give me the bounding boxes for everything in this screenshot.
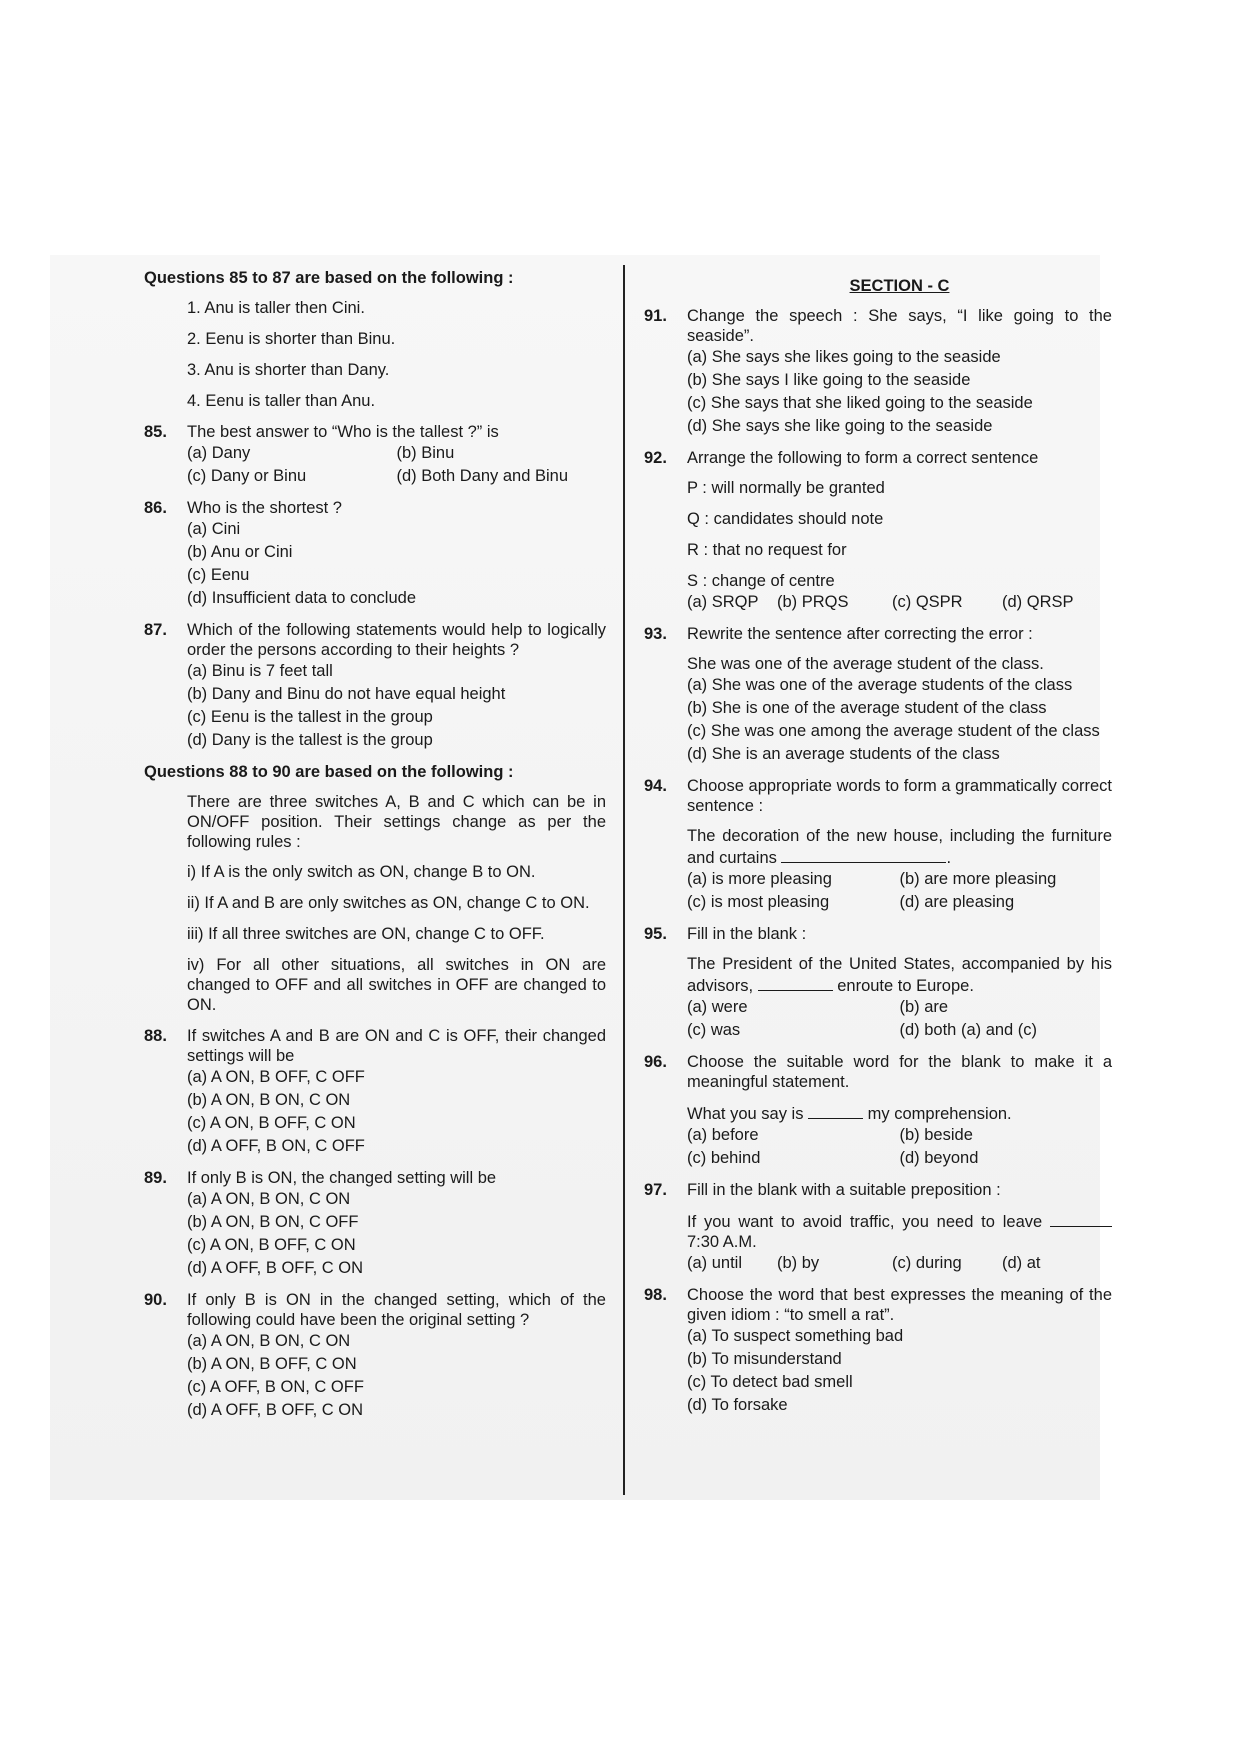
switch-rule: iii) If all three switches are ON, change C to OFF. [187, 925, 545, 943]
question-94 [644, 776, 1112, 914]
options [687, 868, 1112, 914]
option-a[interactable]: (a) She says she likes going to the seaside [687, 348, 1001, 366]
switch-intro: There are three switches A, B and C which can be in ON/OFF position. Their settings change as per the following rules : [187, 793, 606, 851]
options [687, 591, 1112, 614]
sentence-end: . [946, 849, 952, 867]
answer-blank [758, 974, 833, 991]
question-85 [144, 422, 606, 488]
option-d[interactable]: (d) Insufficient data to conclude [187, 589, 417, 607]
option-a[interactable]: (a) until [687, 1254, 743, 1272]
option-d[interactable]: (d) Dany is the tallest is the group [187, 731, 433, 749]
option-c[interactable]: (c) She says that she liked going to the seaside [687, 394, 1033, 412]
right-column [644, 268, 1112, 1427]
question-text: Fill in the blank with a suitable preposition : [687, 1181, 1001, 1199]
option-a[interactable]: (a) A ON, B ON, C ON [187, 1190, 351, 1208]
option-c[interactable]: (c) Dany or Binu [187, 467, 307, 485]
question-number: 97. [644, 1181, 667, 1199]
group-heading-88-90: Questions 88 to 90 are based on the following : [144, 763, 514, 781]
option-a[interactable]: (a) She was one of the average students of the class [687, 676, 1073, 694]
premise: 1. Anu is taller then Cini. [187, 299, 365, 317]
options [687, 996, 1112, 1042]
question-text: Choose the word that best expresses the meaning of the given idiom : “to smell a rat”. [687, 1286, 1112, 1324]
question-number: 87. [144, 621, 167, 639]
option-d[interactable]: (d) She is an average students of the class [687, 745, 1000, 763]
question-number: 93. [644, 625, 667, 643]
options [687, 1124, 1112, 1170]
left-column [144, 268, 606, 1432]
option-b[interactable]: (b) A ON, B ON, C OFF [187, 1213, 359, 1231]
question-number: 86. [144, 499, 167, 517]
question-number: 90. [144, 1291, 167, 1309]
option-d[interactable]: (d) Both Dany and Binu [396, 467, 569, 485]
option-b[interactable]: (b) beside [899, 1126, 973, 1144]
premise: 4. Eenu is taller than Anu. [187, 392, 376, 410]
question-96 [644, 1052, 1112, 1170]
answer-blank [808, 1102, 863, 1119]
question-93 [644, 624, 1112, 766]
given-sentence [687, 826, 1112, 868]
question-text: Choose the suitable word for the blank to make it a meaningful statement. [687, 1053, 1112, 1091]
question-number: 88. [144, 1027, 167, 1045]
question-number: 95. [644, 925, 667, 943]
question-number: 91. [644, 307, 667, 325]
premise: 3. Anu is shorter than Dany. [187, 361, 390, 379]
options [687, 1252, 1112, 1275]
option-b[interactable]: (b) A ON, B OFF, C ON [187, 1355, 357, 1373]
given-sentence [687, 954, 1112, 996]
option-d[interactable]: (d) beyond [899, 1149, 979, 1167]
option-c[interactable]: (c) QSPR [892, 593, 963, 611]
answer-blank [781, 846, 946, 863]
option-d[interactable]: (d) To forsake [687, 1396, 788, 1414]
given-sentence [687, 1210, 1112, 1252]
option-c[interactable]: (c) was [687, 1021, 741, 1039]
question-text: The best answer to “Who is the tallest ?” is [187, 423, 499, 441]
option-d[interactable]: (d) both (a) and (c) [899, 1021, 1038, 1039]
option-a[interactable]: (a) before [687, 1126, 759, 1144]
question-text: Rewrite the sentence after correcting the error : [687, 625, 1033, 643]
sentence-part: R : that no request for [687, 541, 847, 559]
group-heading-85-87: Questions 85 to 87 are based on the following : [144, 269, 514, 287]
switch-rule: i) If A is the only switch as ON, change B to ON. [187, 863, 536, 881]
option-c[interactable]: (c) She was one among the average student of the class [687, 722, 1100, 740]
sentence-end: my comprehension. [867, 1105, 1012, 1123]
question-number: 98. [644, 1286, 667, 1304]
option-b[interactable]: (b) PRQS [777, 593, 849, 611]
option-b[interactable]: (b) Dany and Binu do not have equal height [187, 685, 506, 703]
given-sentence [687, 1102, 1112, 1124]
option-b[interactable]: (b) by [777, 1254, 820, 1272]
option-a[interactable]: (a) Cini [187, 520, 241, 538]
question-text: Change the speech : She says, “I like going to the seaside”. [687, 307, 1112, 345]
option-b[interactable]: (b) She is one of the average student of the class [687, 699, 1047, 717]
option-d[interactable]: (d) A OFF, B ON, C OFF [187, 1137, 365, 1155]
sentence-end: 7:30 A.M. [687, 1233, 757, 1251]
answer-blank [1050, 1210, 1112, 1227]
option-b[interactable]: (b) are [899, 998, 949, 1016]
question-text: Choose appropriate words to form a grammatically correct sentence : [687, 777, 1112, 815]
sentence-start: The decoration of the new house, including the furniture and curtains [687, 827, 1112, 867]
option-d[interactable]: (d) A OFF, B OFF, C ON [187, 1259, 364, 1277]
question-text: If only B is ON in the changed setting, which of the following could have been the original setting ? [187, 1291, 606, 1329]
option-a[interactable]: (a) SRQP [687, 593, 759, 611]
question-86 [144, 498, 606, 610]
question-97 [644, 1180, 1112, 1275]
question-87 [144, 620, 606, 752]
premise-list [187, 298, 606, 411]
option-c[interactable]: (c) Eenu [187, 566, 250, 584]
question-text: If switches A and B are ON and C is OFF, their changed settings will be [187, 1027, 606, 1065]
question-number: 89. [144, 1169, 167, 1187]
question-text: Arrange the following to form a correct sentence [687, 449, 1039, 467]
question-91 [644, 306, 1112, 438]
options [187, 442, 606, 488]
option-d[interactable]: (d) are pleasing [899, 893, 1015, 911]
column-divider [623, 265, 625, 1495]
question-text: Who is the shortest ? [187, 499, 342, 517]
option-c[interactable]: (c) Eenu is the tallest in the group [187, 708, 433, 726]
sentence-part: Q : candidates should note [687, 510, 884, 528]
question-98 [644, 1285, 1112, 1417]
option-c[interactable]: (c) is most pleasing [687, 893, 830, 911]
section-title: SECTION - C [849, 277, 950, 295]
option-d[interactable]: (d) QRSP [1002, 593, 1074, 611]
option-b[interactable]: (b) Binu [396, 444, 455, 462]
sentence-part: P : will normally be granted [687, 479, 885, 497]
option-d[interactable]: (d) at [1002, 1254, 1041, 1272]
option-c[interactable]: (c) A ON, B OFF, C ON [187, 1114, 356, 1132]
given-sentence: She was one of the average student of the class. [687, 655, 1044, 673]
option-a[interactable]: (a) were [687, 998, 748, 1016]
option-d[interactable]: (d) A OFF, B OFF, C ON [187, 1401, 364, 1419]
sentence-start: If you want to avoid traffic, you need to leave [687, 1213, 1043, 1231]
question-text: Fill in the blank : [687, 925, 807, 943]
option-a[interactable]: (a) is more pleasing [687, 870, 832, 888]
option-b[interactable]: (b) A ON, B ON, C ON [187, 1091, 351, 1109]
question-number: 94. [644, 777, 667, 795]
question-92 [644, 448, 1112, 614]
option-d[interactable]: (d) She says she like going to the seaside [687, 417, 993, 435]
option-b[interactable]: (b) Anu or Cini [187, 543, 293, 561]
option-b[interactable]: (b) She says I like going to the seaside [687, 371, 971, 389]
sentence-start: The President of the United States, accompanied by his advisors, [687, 955, 1112, 995]
sentence-end: enroute to Europe. [837, 977, 974, 995]
question-89 [144, 1168, 606, 1280]
option-a[interactable]: (a) Binu is 7 feet tall [187, 662, 333, 680]
premise: 2. Eenu is shorter than Binu. [187, 330, 396, 348]
switch-rule: ii) If A and B are only switches as ON, change C to ON. [187, 894, 590, 912]
question-number: 96. [644, 1053, 667, 1071]
option-c[interactable]: (c) behind [687, 1149, 761, 1167]
option-c[interactable]: (c) during [892, 1254, 962, 1272]
option-b[interactable]: (b) are more pleasing [899, 870, 1057, 888]
switch-rule: iv) For all other situations, all switches in ON are changed to OFF and all switches in OFF are changed to ON. [187, 956, 606, 1014]
option-a[interactable]: (a) To suspect something bad [687, 1327, 904, 1345]
question-90 [144, 1290, 606, 1422]
option-a[interactable]: (a) Dany [187, 444, 251, 462]
option-c[interactable]: (c) To detect bad smell [687, 1373, 853, 1391]
option-b[interactable]: (b) To misunderstand [687, 1350, 842, 1368]
question-text: If only B is ON, the changed setting will be [187, 1169, 497, 1187]
option-a[interactable]: (a) A ON, B OFF, C OFF [187, 1068, 365, 1086]
option-c[interactable]: (c) A OFF, B ON, C OFF [187, 1378, 364, 1396]
option-a[interactable]: (a) A ON, B ON, C ON [187, 1332, 351, 1350]
question-number: 92. [644, 449, 667, 467]
question-95 [644, 924, 1112, 1042]
sentence-start: What you say is [687, 1105, 804, 1123]
sentence-part: S : change of centre [687, 572, 835, 590]
question-number: 85. [144, 423, 167, 441]
question-text: Which of the following statements would help to logically order the persons according to their heights ? [187, 621, 606, 659]
question-88 [144, 1026, 606, 1158]
option-c[interactable]: (c) A ON, B OFF, C ON [187, 1236, 356, 1254]
